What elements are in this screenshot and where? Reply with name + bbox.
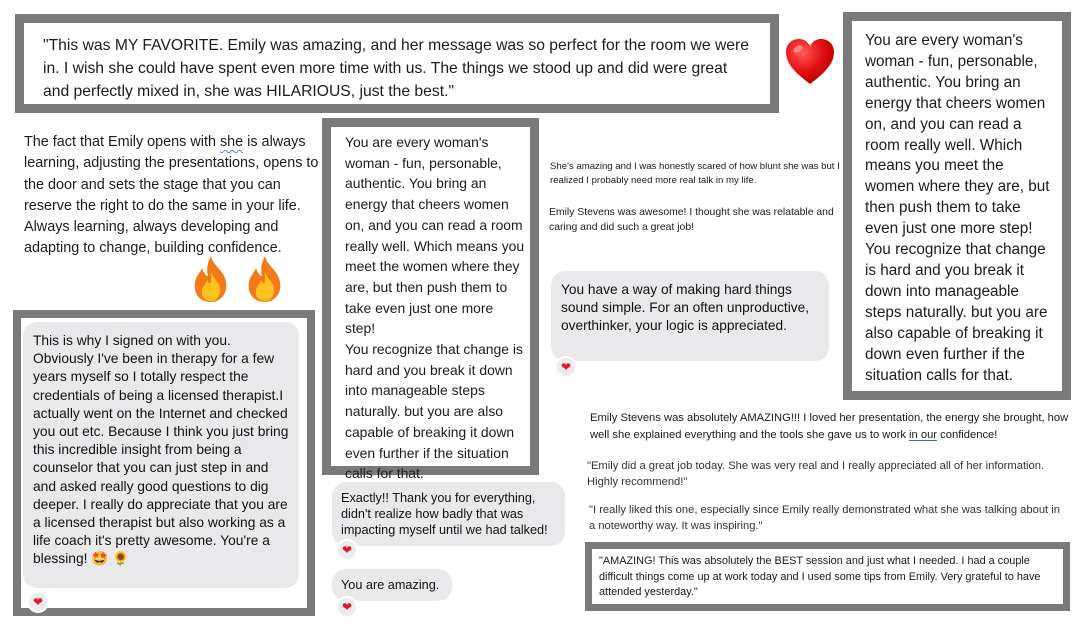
- signed-on-message-bubble: [23, 322, 299, 588]
- relatable-text: Emily Stevens was awesome! I thought she was relatable and caring and did such a great job!: [549, 207, 834, 233]
- testimonial-noteworthy: [589, 502, 1069, 534]
- signed-on-message-text: This is why I signed on with you. Obviously I've been in therapy for a few years myself so I totally respect the credentials of being a licensed therapist.I actually went on the Internet and checked you out etc. Because I think you just bring this incredible insight from being a counselor that you can just step in and and asked really good questions to dig deeper. I really do appreciate that you are a licensed therapist but also working as a life coach it's pretty awesome. You're a blessing! 🤩 🌻: [33, 333, 289, 567]
- scared-blunt-text: She's amazing and I was honestly scared of how blunt she was but I realized I probably need more real talk in my life.: [550, 161, 840, 186]
- hard-things-message-bubble: [551, 271, 829, 361]
- great-job-text: "Emily did a great job today. She was very real and I really appreciated all of her information. Highly recommend!": [587, 460, 1045, 488]
- testimonial-scared-blunt: [550, 160, 840, 187]
- heart-reaction-icon: ❤: [27, 591, 49, 613]
- amazing-presentation-text-start: Emily Stevens was absolutely AMAZING!!! I loved her presentation, the energy she brought, how well she explained everything and the tools she gave us to work: [590, 412, 1069, 441]
- opens-with-underlined-word: she: [219, 134, 244, 150]
- amazing-presentation-underlined: in our: [909, 428, 938, 441]
- opens-with-text-end: is always learning, adjusting the presentations, opens to the door and sets the stage that you can reserve the right to do the same in your life. Always learning, always developing and adapting to change, building confidence.: [24, 134, 319, 257]
- amazing-presentation-text-end: confidence!: [937, 428, 998, 441]
- testimonial-amazing-presentation: [590, 410, 1070, 443]
- you-are-amazing-message-text: You are amazing.: [341, 578, 440, 592]
- fire-emojis: [186, 254, 292, 304]
- heart-reaction-icon: ❤: [555, 356, 577, 378]
- exactly-message-text: Exactly!! Thank you for everything, didn't realize how badly that was impacting myself until we had talked!: [341, 491, 548, 538]
- exactly-message-bubble: [332, 482, 565, 546]
- best-session-text: "AMAZING! This was absolutely the BEST session and just what I needed. I had a couple difficult things come up at work today and I used some tips from Emily. Very grateful to have attended yesterday.": [599, 555, 1041, 599]
- noteworthy-text: "I really liked this one, especially since Emily really demonstrated what she was talking about in a noteworthy way. It was inspiring.": [589, 504, 1060, 532]
- fire-icon: [240, 254, 290, 304]
- heart-reaction-icon: ❤: [336, 596, 358, 618]
- testimonial-every-woman-text-right: You are every woman's woman - fun, personable, authentic. You bring an energy that cheers women on, and you can read a room really well. Which means you meet the women where they are, but then push them to take even just one more step! You recognize that change is hard and you break it down into manageable steps naturally. but you are also capable of breaking it down even further if the situation calls for that.: [865, 32, 1050, 384]
- testimonial-great-job: [587, 458, 1067, 490]
- testimonial-favorite-text: "This was MY FAVORITE. Emily was amazing, and her message was so perfect for the room we were in. I wish she could have spent even more time with us. The things we stood up and did were great and perfectly mixed in, she was HILARIOUS, just the best.": [43, 37, 749, 100]
- testimonial-best-session-frame: [585, 542, 1070, 611]
- heart-reaction-icon: ❤: [336, 539, 358, 561]
- testimonial-relatable: [549, 206, 839, 235]
- red-heart-icon: [784, 36, 836, 88]
- testimonial-favorite-frame: [15, 14, 779, 113]
- testimonial-signed-on-frame: [13, 310, 315, 616]
- testimonial-every-woman-frame-middle: [322, 118, 539, 482]
- opens-with-text-start: The fact that Emily opens with: [24, 134, 220, 150]
- hard-things-message-text: You have a way of making hard things sound simple. For an often unproductive, overthinker, your logic is appreciated.: [561, 282, 810, 334]
- fire-icon: [186, 254, 236, 304]
- testimonial-opens-with: [24, 132, 320, 260]
- testimonial-every-woman-frame-right: [843, 12, 1071, 400]
- testimonial-every-woman-text-middle: You are every woman's woman - fun, personable, authentic. You bring an energy that cheers women on, and you can read a room really well. Which means you meet the women where they are, but then push them to take even just one more step! You recognize that change is hard and you break it down into manageable steps naturally. but you are also capable of breaking it down even further if the situation calls for that.: [345, 134, 525, 482]
